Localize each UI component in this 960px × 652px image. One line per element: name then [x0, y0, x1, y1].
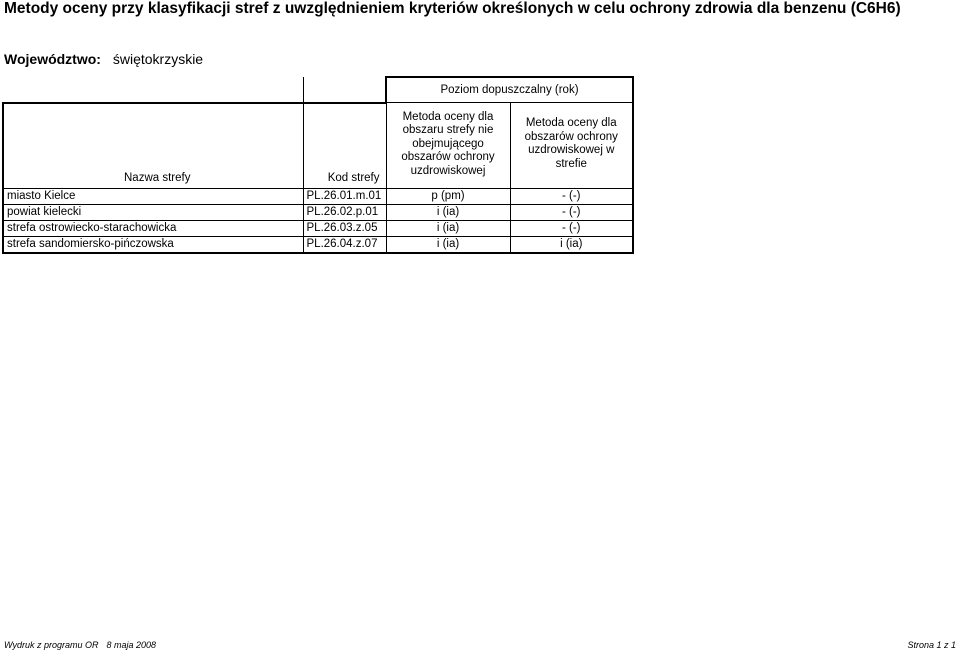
cell-method-zone: i (ia)	[386, 236, 510, 253]
footer-printed-by: Wydruk z programu OR	[4, 640, 99, 650]
header-blank	[303, 77, 386, 103]
footer-print-info	[4, 640, 156, 650]
cell-zone-name: strefa sandomiersko-pińczowska	[3, 236, 303, 253]
cell-zone-name: miasto Kielce	[3, 188, 303, 204]
header-zone-code: Kod strefy	[303, 103, 386, 189]
page-title: Metody oceny przy klasyfikacji stref z uwzględnieniem kryteriów określonych w celu ochrony zdrowia dla benzenu (C6H6)	[4, 0, 901, 17]
cell-zone-code: PL.26.02.p.01	[303, 204, 386, 220]
cell-method-spa: - (-)	[510, 188, 633, 204]
table-row	[3, 220, 633, 236]
voivodeship-value: świętokrzyskie	[112, 51, 204, 67]
header-group-limit: Poziom dopuszczalny (rok)	[386, 77, 633, 103]
footer-date: 8 maja 2008	[106, 640, 157, 650]
cell-method-spa: - (-)	[510, 220, 633, 236]
voivodeship-line	[4, 50, 203, 68]
cell-zone-code: PL.26.03.z.05	[303, 220, 386, 236]
cell-method-zone: i (ia)	[386, 204, 510, 220]
classification-table	[2, 76, 634, 254]
cell-zone-code: PL.26.04.z.07	[303, 236, 386, 253]
table-row	[3, 188, 633, 204]
cell-zone-name: strefa ostrowiecko-starachowicka	[3, 220, 303, 236]
cell-method-zone: p (pm)	[386, 188, 510, 204]
cell-zone-name: powiat kielecki	[3, 204, 303, 220]
table-row	[3, 204, 633, 220]
header-zone-name: Nazwa strefy	[3, 103, 303, 189]
voivodeship-label: Województwo:	[4, 51, 101, 67]
header-method-zone: Metoda oceny dla obszaru strefy nie obejmującego obszarów ochrony uzdrowiskowej	[386, 103, 510, 189]
table-row	[3, 236, 633, 253]
cell-method-spa: - (-)	[510, 204, 633, 220]
header-blank	[3, 77, 303, 103]
footer-page-number: Strona 1 z 1	[907, 640, 956, 650]
cell-zone-code: PL.26.01.m.01	[303, 188, 386, 204]
header-method-spa: Metoda oceny dla obszarów ochrony uzdrowiskowej w strefie	[510, 103, 633, 189]
cell-method-spa: i (ia)	[510, 236, 633, 253]
cell-method-zone: i (ia)	[386, 220, 510, 236]
